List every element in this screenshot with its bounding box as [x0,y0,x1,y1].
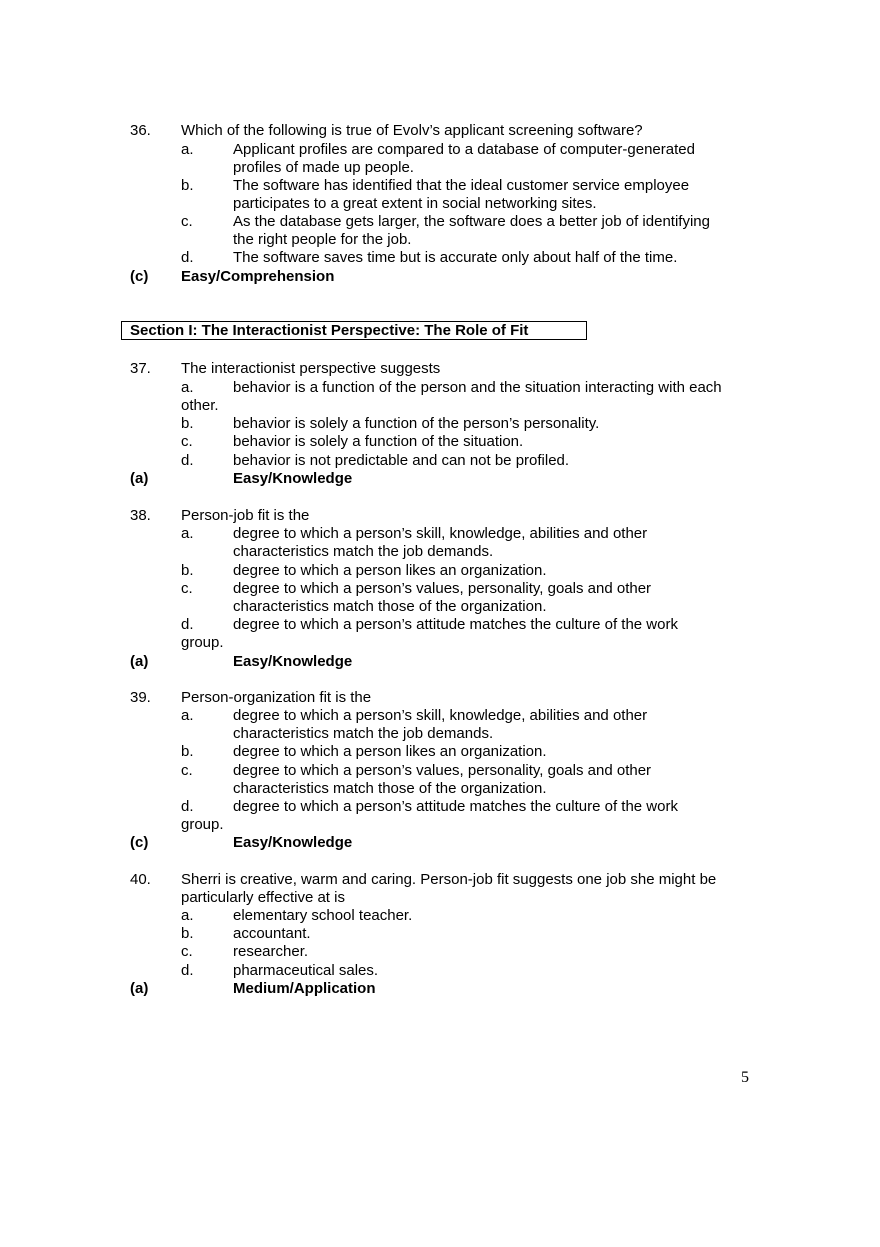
answer-key: (a) [130,470,149,487]
option-text-wrap: other. [181,397,219,414]
answer-key: (a) [130,653,149,670]
option-text: elementary school teacher. [233,907,413,924]
option-text: behavior is solely a function of the situation. [233,433,524,450]
option-letter: a. [181,707,194,724]
difficulty-level: Easy/Knowledge [233,834,353,851]
question-text: Sherri is creative, warm and caring. Person-job fit suggests one job she might be [181,871,717,888]
option-text: The software saves time but is accurate only about half of the time. [233,249,678,266]
option-letter: d. [181,798,194,815]
option-text: characteristics match the job demands. [233,543,494,560]
option-letter: b. [181,743,194,760]
option-letter: a. [181,525,194,542]
option-text-wrap: group. [181,816,224,833]
option-text-wrap: group. [181,634,224,651]
option-text: The software has identified that the ideal customer service employee [233,177,690,194]
option-text: behavior is not predictable and can not be profiled. [233,452,570,469]
option-letter: c. [181,433,193,450]
option-text: characteristics match those of the organization. [233,780,547,797]
page-number: 5 [741,1069,749,1086]
difficulty-level: Easy/Knowledge [233,470,353,487]
difficulty-level: Easy/Knowledge [233,653,353,670]
option-text: degree to which a person’s skill, knowledge, abilities and other [233,525,648,542]
option-text: behavior is a function of the person and the situation interacting with each [233,379,722,396]
answer-key: (c) [130,834,149,851]
option-text: degree to which a person’s values, personality, goals and other [233,762,652,779]
question-number: 36. [130,122,151,139]
difficulty-level: Medium/Application [233,980,376,997]
option-text: degree to which a person likes an organization. [233,743,547,760]
question-text: Which of the following is true of Evolv’s applicant screening software? [181,122,643,139]
answer-key: (c) [130,268,149,285]
option-text: characteristics match those of the organization. [233,598,547,615]
option-text: degree to which a person’s attitude matches the culture of the work [233,616,678,633]
option-letter: c. [181,580,193,597]
option-text: degree to which a person likes an organization. [233,562,547,579]
option-letter: d. [181,962,194,979]
answer-key: (a) [130,980,149,997]
option-letter: d. [181,452,194,469]
option-text: degree to which a person’s attitude matches the culture of the work [233,798,678,815]
option-letter: c. [181,943,193,960]
question-number: 38. [130,507,151,524]
option-text: Applicant profiles are compared to a database of computer-generated [233,141,695,158]
question-number: 40. [130,871,151,888]
option-text: degree to which a person’s skill, knowledge, abilities and other [233,707,648,724]
option-text: behavior is solely a function of the person’s personality. [233,415,600,432]
option-text: pharmaceutical sales. [233,962,379,979]
question-text: particularly effective at is [181,889,345,906]
option-text: characteristics match the job demands. [233,725,494,742]
option-text: degree to which a person’s values, personality, goals and other [233,580,652,597]
option-letter: b. [181,562,194,579]
question-text: Person-organization fit is the [181,689,372,706]
question-number: 39. [130,689,151,706]
option-letter: d. [181,616,194,633]
option-letter: b. [181,177,194,194]
option-letter: b. [181,925,194,942]
question-text: Person-job fit is the [181,507,310,524]
question-number: 37. [130,360,151,377]
option-letter: c. [181,762,193,779]
option-letter: a. [181,141,194,158]
option-text: participates to a great extent in social networking sites. [233,195,597,212]
option-letter: c. [181,213,193,230]
option-letter: a. [181,907,194,924]
option-text: researcher. [233,943,309,960]
section-heading: Section I: The Interactionist Perspective: The Role of Fit [121,321,587,340]
option-letter: d. [181,249,194,266]
option-text: As the database gets larger, the software does a better job of identifying [233,213,710,230]
option-letter: b. [181,415,194,432]
difficulty-level: Easy/Comprehension [181,268,335,285]
question-text: The interactionist perspective suggests [181,360,441,377]
option-text: profiles of made up people. [233,159,414,176]
option-text: the right people for the job. [233,231,412,248]
option-letter: a. [181,379,194,396]
option-text: accountant. [233,925,311,942]
